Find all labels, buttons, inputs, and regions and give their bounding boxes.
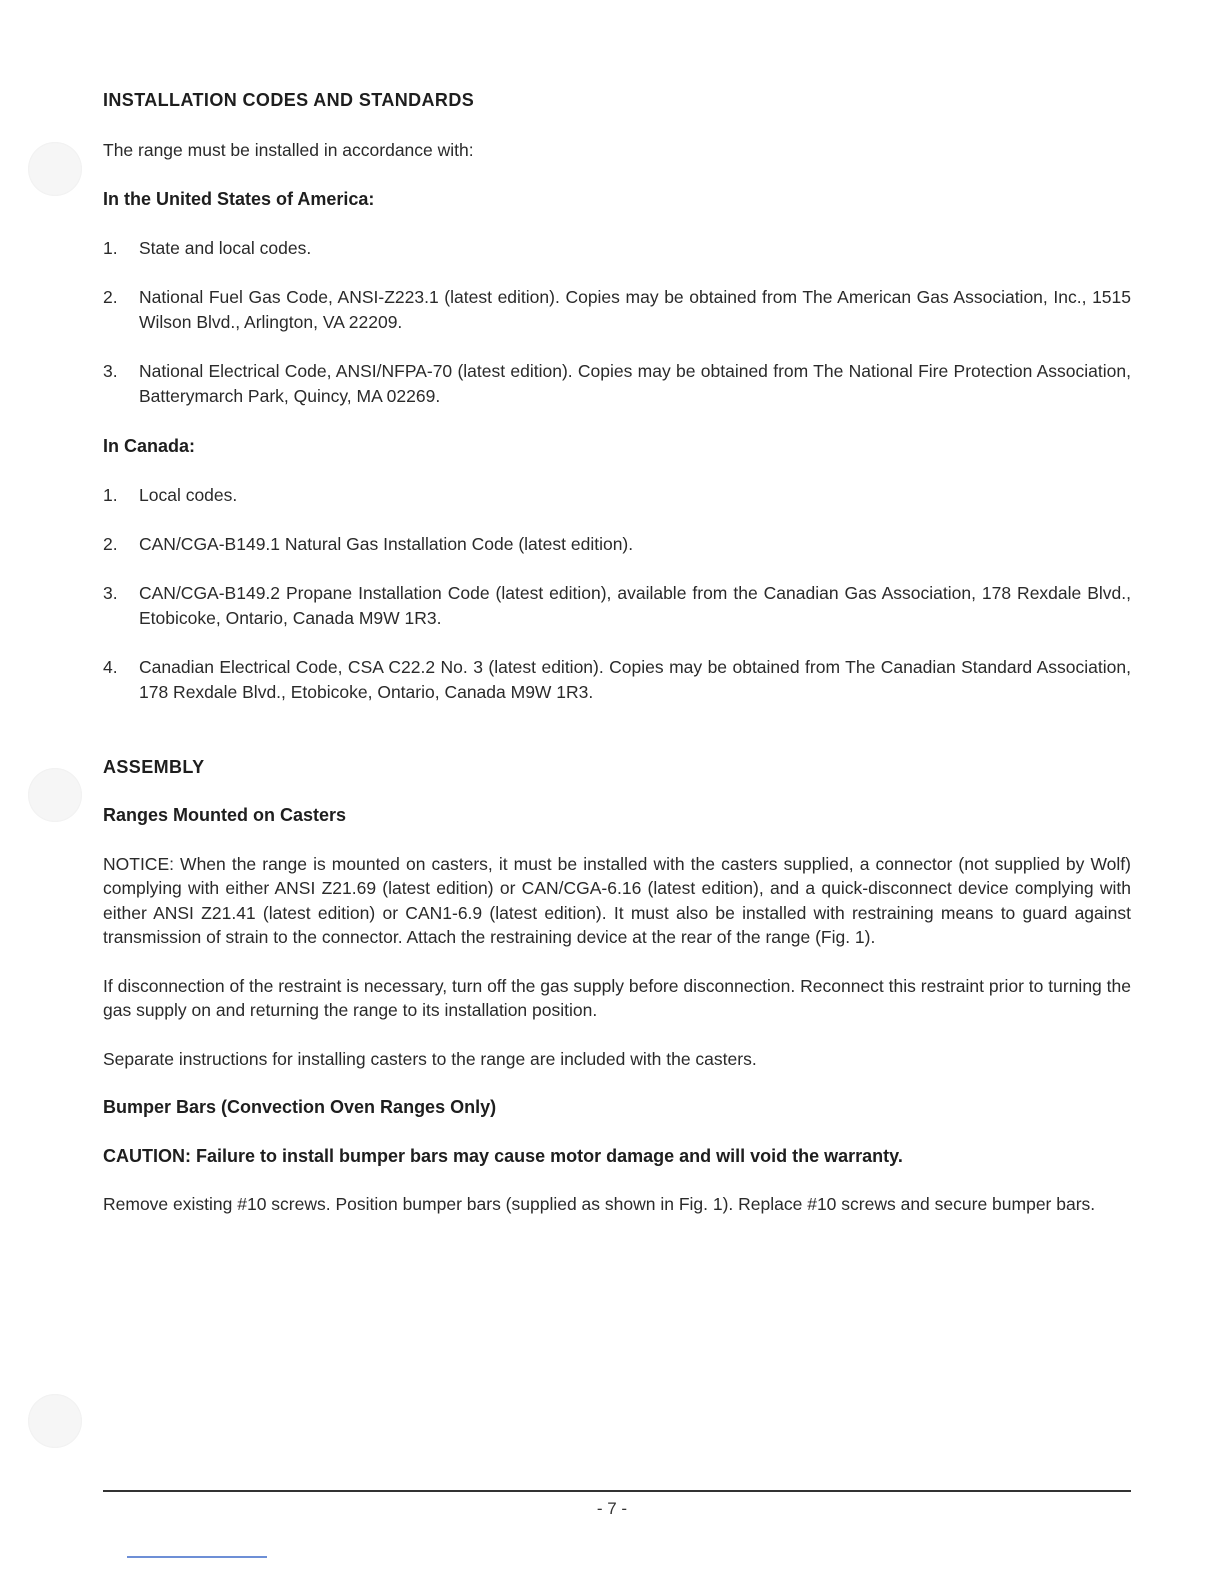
installation-intro: The range must be installed in accordance with: — [103, 140, 474, 160]
list-item — [103, 581, 1131, 631]
list-item-number: 4. — [103, 656, 118, 677]
list-item-number: 3. — [103, 360, 118, 381]
bumper-instructions: Remove existing #10 screws. Position bumper bars (supplied as shown in Fig. 1). Replace #10 screws and secure bumper bars. — [103, 1194, 1096, 1214]
binder-hole-middle — [28, 768, 82, 822]
list-item-number: 2. — [103, 533, 118, 554]
casters-separate: Separate instructions for installing casters to the range are included with the casters. — [103, 1048, 757, 1069]
bumper-caution: CAUTION: Failure to install bumper bars may cause motor damage and will void the warranty. — [103, 1146, 903, 1166]
footer-rule — [103, 1490, 1131, 1492]
assembly-heading: ASSEMBLY — [103, 756, 205, 777]
list-item — [103, 359, 1131, 409]
list-item-number: 2. — [103, 286, 118, 307]
list-item-text: Local codes. — [139, 484, 238, 505]
list-item-text: CAN/CGA-B149.1 Natural Gas Installation Code (latest edition). — [139, 533, 634, 554]
page-content — [103, 88, 1131, 1217]
casters-notice: NOTICE: When the range is mounted on casters, it must be installed with the casters supplied, a connector (not supplied by Wolf) complying with either ANSI Z21.69 (latest edition) or CAN/CGA-6.16 (latest edition), and a quick-disconnect device complying with either ANSI Z21.41 (latest edition) or CAN1-6.9 (latest edition). It must also be installed with restraining means to guard against transmission of strain to the connector. Attach the restraining device at the rear of the range (Fig. 1). — [103, 853, 1131, 947]
list-item-text: State and local codes. — [139, 237, 312, 258]
canada-list — [103, 483, 1131, 705]
casters-disconnect: If disconnection of the restraint is necessary, turn off the gas supply before disconnection. Reconnect this restraint prior to turning the gas supply on and returning the range to its installation position. — [103, 975, 1131, 1020]
list-item — [103, 285, 1131, 335]
list-item-number: 1. — [103, 237, 118, 258]
list-item-number: 3. — [103, 582, 118, 603]
installation-heading: INSTALLATION CODES AND STANDARDS — [103, 90, 475, 110]
list-item — [103, 483, 1131, 508]
list-item-text: Canadian Electrical Code, CSA C22.2 No. 3 (latest edition). Copies may be obtained from The Canadian Standard Association, 178 Rexdale Blvd., Etobicoke, Ontario, Canada M9W 1R3. — [139, 656, 1131, 702]
scan-mark-line — [127, 1556, 267, 1558]
casters-heading: Ranges Mounted on Casters — [103, 804, 347, 825]
list-item — [103, 532, 1131, 557]
list-item-text: CAN/CGA-B149.2 Propane Installation Code (latest edition), available from the Canadian Gas Association, 178 Rexdale Blvd., Etobicoke, Ontario, Canada M9W 1R3. — [139, 582, 1131, 628]
usa-list — [103, 236, 1131, 409]
bumper-heading: Bumper Bars (Convection Oven Ranges Only) — [103, 1097, 497, 1117]
usa-heading: In the United States of America: — [103, 188, 375, 209]
list-item — [103, 655, 1131, 705]
list-item-text: National Electrical Code, ANSI/NFPA-70 (latest edition). Copies may be obtained from The National Fire Protection Association, Batterymarch Park, Quincy, MA 02269. — [139, 360, 1131, 406]
canada-heading: In Canada: — [103, 435, 196, 456]
binder-hole-bottom — [28, 1394, 82, 1448]
list-item-number: 1. — [103, 484, 118, 505]
list-item — [103, 236, 1131, 261]
page-number: - 7 - — [596, 1499, 628, 1518]
binder-hole-top — [28, 142, 82, 196]
list-item-text: National Fuel Gas Code, ANSI-Z223.1 (latest edition). Copies may be obtained from The American Gas Association, Inc., 1515 Wilson Blvd., Arlington, VA 22209. — [139, 286, 1131, 332]
